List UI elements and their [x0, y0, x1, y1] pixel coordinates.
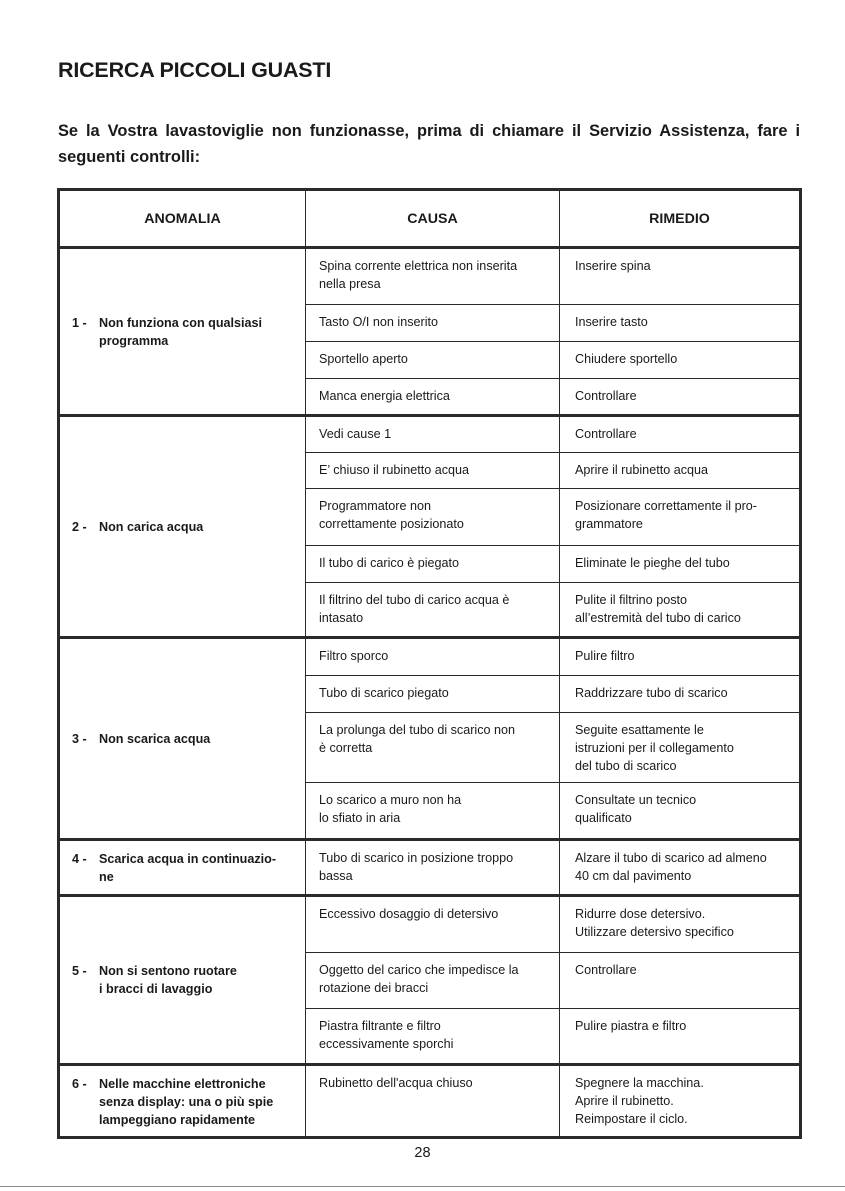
- anomaly-cell: [59, 416, 306, 638]
- remedy-text: Pulire piastra e filtro: [575, 1019, 687, 1033]
- cause-cell: [306, 1009, 560, 1065]
- cause-text: Manca energia elettrica: [319, 389, 450, 403]
- remedy-text: Pulite il filtrino posto all’estremità del tubo di carico: [575, 593, 741, 625]
- table-row: [59, 248, 801, 305]
- cause-cell: [306, 416, 560, 453]
- cause-text: Tasto O/I non inserito: [319, 315, 439, 329]
- remedy-text: Spegnere la macchina. Aprire il rubinetto. Reimpostare il ciclo.: [575, 1076, 704, 1126]
- header-remedy: RIMEDIO: [560, 190, 801, 248]
- bottom-divider: [0, 1186, 845, 1187]
- remedy-cell: [560, 676, 801, 713]
- remedy-cell: [560, 342, 801, 379]
- remedy-cell: [560, 416, 801, 453]
- table-row: [59, 638, 801, 676]
- remedy-text: Pulire filtro: [575, 649, 635, 663]
- cause-text: La prolunga del tubo di scarico non è corretta: [319, 723, 516, 755]
- table-header-row: [59, 190, 801, 248]
- intro-paragraph: Se la Vostra lavastoviglie non funzionasse, prima di chiamare il Servizio Assistenza, fare i seguenti controlli:: [58, 122, 800, 166]
- anomaly-text: Nelle macchine elettroniche senza display: una o più spie lampeggiano rapidamente: [99, 1077, 274, 1127]
- remedy-cell: [560, 305, 801, 342]
- remedy-cell: [560, 453, 801, 489]
- anomaly-text: Non scarica acqua: [99, 731, 211, 746]
- cause-text: Sportello aperto: [319, 352, 408, 366]
- cause-text: Programmatore non correttamente posizionato: [319, 499, 464, 531]
- anomaly-cell: [59, 896, 306, 1065]
- remedy-text: Inserire tasto: [575, 315, 648, 329]
- cause-cell: [306, 342, 560, 379]
- remedy-text: Seguite esattamente le istruzioni per il collegamento del tubo di scarico: [575, 723, 734, 773]
- remedy-cell: [560, 489, 801, 546]
- remedy-text: Eliminate le pieghe del tubo: [575, 556, 730, 570]
- header-anomaly: ANOMALIA: [59, 190, 306, 248]
- remedy-text: Consultate un tecnico qualificato: [575, 793, 697, 825]
- page-title: RICERCA PICCOLI GUASTI: [58, 58, 332, 82]
- remedy-cell: [560, 583, 801, 638]
- cause-text: Filtro sporco: [319, 649, 389, 663]
- remedy-text: Controllare: [575, 427, 637, 441]
- remedy-cell: [560, 1065, 801, 1138]
- anomaly-cell: [59, 248, 306, 416]
- cause-cell: [306, 638, 560, 676]
- anomaly-cell: [59, 840, 306, 896]
- cause-text: Vedi cause 1: [319, 427, 392, 441]
- remedy-cell: [560, 638, 801, 676]
- cause-text: Eccessivo dosaggio di detersivo: [319, 907, 499, 921]
- cause-cell: [306, 896, 560, 953]
- cause-text: Oggetto del carico che impedisce la rotazione dei bracci: [319, 963, 519, 995]
- troubleshooting-table: [57, 188, 802, 1139]
- anomaly-number: 1 -: [72, 315, 87, 330]
- header-cause: CAUSA: [306, 190, 560, 248]
- remedy-cell: [560, 713, 801, 783]
- remedy-text: Aprire il rubinetto acqua: [575, 463, 709, 477]
- table-row: [59, 1065, 801, 1138]
- remedy-text: Chiudere sportello: [575, 352, 678, 366]
- anomaly-number: 4 -: [72, 852, 87, 866]
- remedy-text: Controllare: [575, 963, 637, 977]
- table-row: [59, 840, 801, 896]
- remedy-cell: [560, 1009, 801, 1065]
- anomaly-text: Non carica acqua: [99, 519, 204, 534]
- cause-text: Il filtrino del tubo di carico acqua è intasato: [319, 593, 510, 625]
- cause-text: Tubo di scarico in posizione troppo bassa: [319, 851, 514, 883]
- remedy-text: Posizionare correttamente il pro- grammatore: [575, 499, 757, 531]
- cause-text: Piastra filtrante e filtro eccessivamente sporchi: [319, 1019, 454, 1051]
- remedy-text: Alzare il tubo di scarico ad almeno 40 cm dal pavimento: [575, 851, 767, 883]
- cause-cell: [306, 676, 560, 713]
- anomaly-text: Scarica acqua in continuazio- ne: [99, 852, 277, 884]
- remedy-cell: [560, 896, 801, 953]
- table-row: [59, 416, 801, 453]
- cause-cell: [306, 379, 560, 416]
- cause-text: Spina corrente elettrica non inserita nella presa: [319, 259, 518, 291]
- remedy-cell: [560, 546, 801, 583]
- cause-text: Il tubo di carico è piegato: [319, 556, 460, 570]
- remedy-text: Inserire spina: [575, 259, 651, 273]
- cause-cell: [306, 248, 560, 305]
- cause-cell: [306, 953, 560, 1009]
- page-number: 28: [414, 1145, 431, 1161]
- cause-cell: [306, 583, 560, 638]
- anomaly-text: Non funziona con qualsiasi programma: [99, 315, 263, 348]
- cause-cell: [306, 546, 560, 583]
- cause-text: Rubinetto dell'acqua chiuso: [319, 1076, 473, 1090]
- anomaly-text: Non si sentono ruotare i bracci di lavaggio: [99, 964, 237, 996]
- remedy-text: Controllare: [575, 389, 637, 403]
- anomaly-cell: [59, 638, 306, 840]
- cause-cell: [306, 783, 560, 840]
- cause-cell: [306, 489, 560, 546]
- table-row: [59, 896, 801, 953]
- anomaly-number: 5 -: [72, 964, 87, 978]
- cause-cell: [306, 305, 560, 342]
- remedy-cell: [560, 953, 801, 1009]
- anomaly-number: 3 -: [72, 731, 87, 746]
- cause-cell: [306, 453, 560, 489]
- cause-text: Tubo di scarico piegato: [319, 686, 449, 700]
- cause-cell: [306, 713, 560, 783]
- cause-text: E’ chiuso il rubinetto acqua: [319, 463, 470, 477]
- remedy-cell: [560, 379, 801, 416]
- anomaly-number: 6 -: [72, 1077, 87, 1091]
- remedy-cell: [560, 783, 801, 840]
- anomaly-cell: [59, 1065, 306, 1138]
- cause-text: Lo scarico a muro non ha lo sfiato in aria: [319, 793, 462, 825]
- cause-cell: [306, 1065, 560, 1138]
- remedy-text: Ridurre dose detersivo. Utilizzare detersivo specifico: [575, 907, 734, 939]
- remedy-text: Raddrizzare tubo di scarico: [575, 686, 728, 700]
- remedy-cell: [560, 248, 801, 305]
- remedy-cell: [560, 840, 801, 896]
- anomaly-number: 2 -: [72, 519, 87, 534]
- cause-cell: [306, 840, 560, 896]
